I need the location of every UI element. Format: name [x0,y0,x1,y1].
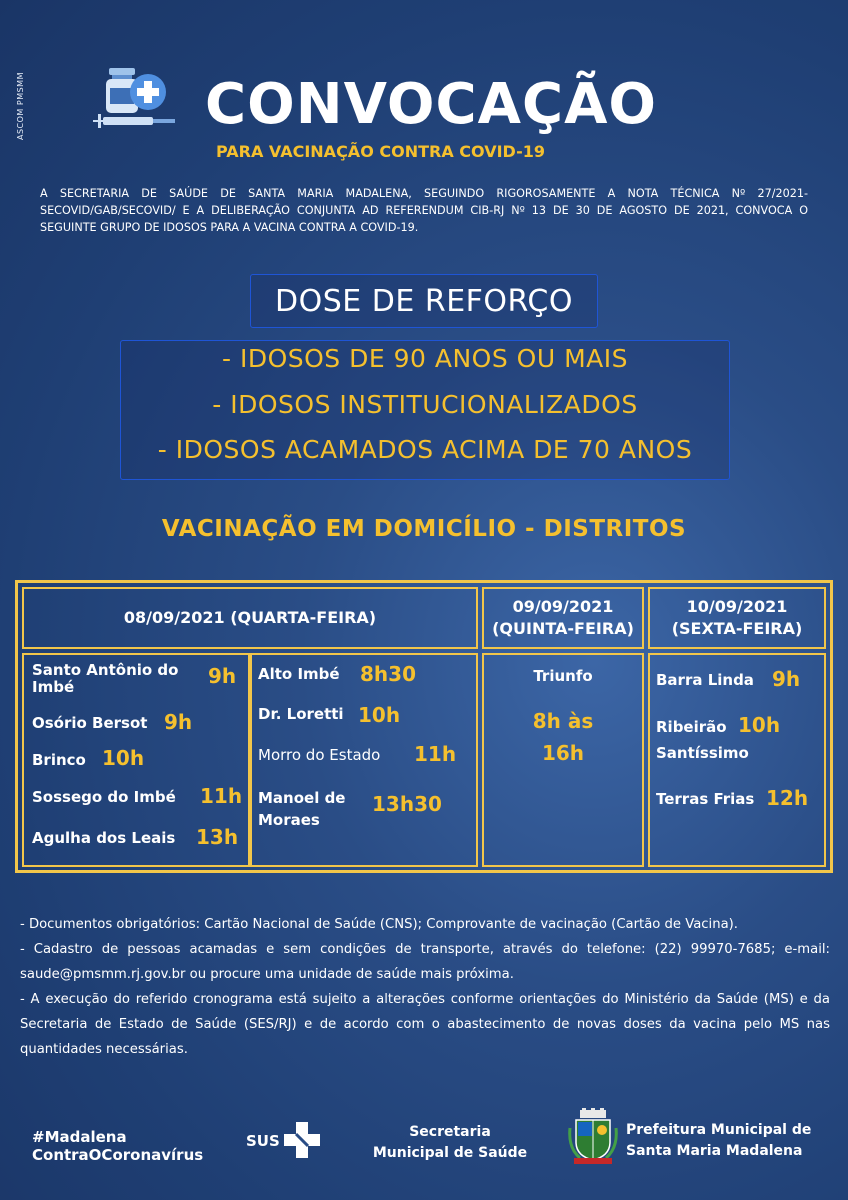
header-day-thursday [482,587,644,649]
secretaria-line: Municipal de Saúde [372,1145,528,1161]
place-name: Ribeirão [656,718,727,736]
side-credit: ASCOM PMSMM [16,72,25,140]
place-time: 13h30 [372,792,442,816]
intro-paragraph: A SECRETARIA DE SAÚDE DE SANTA MARIA MADALENA, SEGUINDO RIGOROSAMENTE A NOTA TÉCNICA Nº 27/2021-SECOVID/GAB/SECOVID/ E A DELIBERAÇÃO CONJUNTA AD REFERENDUM CIB-RJ Nº 13 DE 30 DE AGOSTO DE 2021, CONVOCA O SEGUINTE GRUPO DE IDOSOS PARA A VACINA CONTRA A COVID-19. [40,187,808,234]
prefeitura-label [626,1120,811,1162]
sus-cross-icon [282,1120,322,1160]
place-time: 9h [772,667,801,691]
place-time: 10h [738,713,781,737]
page-subtitle: PARA VACINAÇÃO CONTRA COVID-19 [216,142,546,161]
place-name: Manoel de [258,789,346,807]
prefeitura-line: Santa Maria Madalena [626,1143,803,1159]
group-item: - IDOSOS INSTITUCIONALIZADOS [212,390,638,419]
column-friday [648,653,826,867]
place-time: 10h [102,746,145,770]
page-title: CONVOCAÇÃO [205,72,658,137]
place-name: Sossego do Imbé [32,788,176,806]
vaccine-vial-syringe-icon [93,64,179,130]
note-item: - Documentos obrigatórios: Cartão Nacional de Saúde (CNS); Comprovante de vacinação (Cartão de Vacina). [20,917,738,932]
place-time: 12h [766,786,809,810]
place-name: Imbé [32,678,75,696]
prefeitura-line: Prefeitura Municipal de [626,1122,812,1138]
place-name: Alto Imbé [258,665,340,683]
place-name: Moraes [258,811,320,829]
place-name: Barra Linda [656,671,754,689]
column-thursday [482,653,644,867]
place-time: 11h [200,784,243,808]
footer-hashtag [32,1128,203,1164]
dose-title: DOSE DE REFORÇO [275,283,573,319]
place-name: Osório Bersot [32,714,148,732]
place-name: Brinco [32,751,86,769]
dose-title-box [250,274,598,328]
place-time: 16h [541,741,585,765]
header-day-weekday: (QUINTA-FEIRA) [492,619,634,638]
groups-box [120,340,730,480]
note-item: - A execução do referido cronograma está sujeito a alterações conforme orientações do Ministério da Saúde (MS) e da Secretaria de Estado de Saúde (SES/RJ) e de acordo com o abastecimento de novas doses da vacina pelo MS nas quantidades necessárias. [20,992,830,1057]
header-day-date: 09/09/2021 [512,597,614,616]
hashtag-line: #Madalena [32,1128,127,1146]
place-time: 9h [208,664,237,688]
place-name: Terras Frias [656,790,755,808]
header-day-wednesday [22,587,478,649]
place-name: Morro do Estado [258,746,381,764]
header-day-label: 08/09/2021 (QUARTA-FEIRA) [123,608,377,627]
sus-label: SUS [246,1132,280,1150]
hashtag-line: ContraOCoronavírus [32,1146,204,1164]
section-title: VACINAÇÃO EM DOMICÍLIO - DISTRITOS [161,516,687,542]
sus-logo [244,1120,324,1164]
group-item: - IDOSOS DE 90 ANOS OU MAIS [221,344,629,373]
place-name: Triunfo [533,667,593,685]
column-wednesday-b [250,653,478,867]
municipal-crest-icon [568,1108,618,1168]
place-time: 11h [414,742,457,766]
column-wednesday-a [22,653,250,867]
place-name: Santo Antônio do [32,661,179,679]
header-day-date: 10/09/2021 [686,597,788,616]
place-time: 8h às [532,709,594,733]
place-name: Dr. Loretti [258,705,344,723]
group-item: - IDOSOS ACAMADOS ACIMA DE 70 ANOS [157,435,693,464]
schedule-table [15,580,833,873]
place-time: 8h30 [360,662,416,686]
header-day-friday [648,587,826,649]
secretaria-label [360,1122,540,1164]
place-time: 13h [196,825,239,849]
note-item: - Cadastro de pessoas acamadas e sem condições de transporte, através do telefone: (22) 99970-7685; e-mail: saude@pmsmm.rj.gov.br ou procure uma unidade de saúde mais próxima. [20,942,830,982]
header-day-weekday: (SEXTA-FEIRA) [671,619,803,638]
place-time: 10h [358,703,401,727]
place-name: Agulha dos Leais [32,829,176,847]
place-name: Santíssimo [656,744,749,762]
place-time: 9h [164,710,193,734]
notes [20,912,830,1062]
secretaria-line: Secretaria [409,1124,491,1140]
